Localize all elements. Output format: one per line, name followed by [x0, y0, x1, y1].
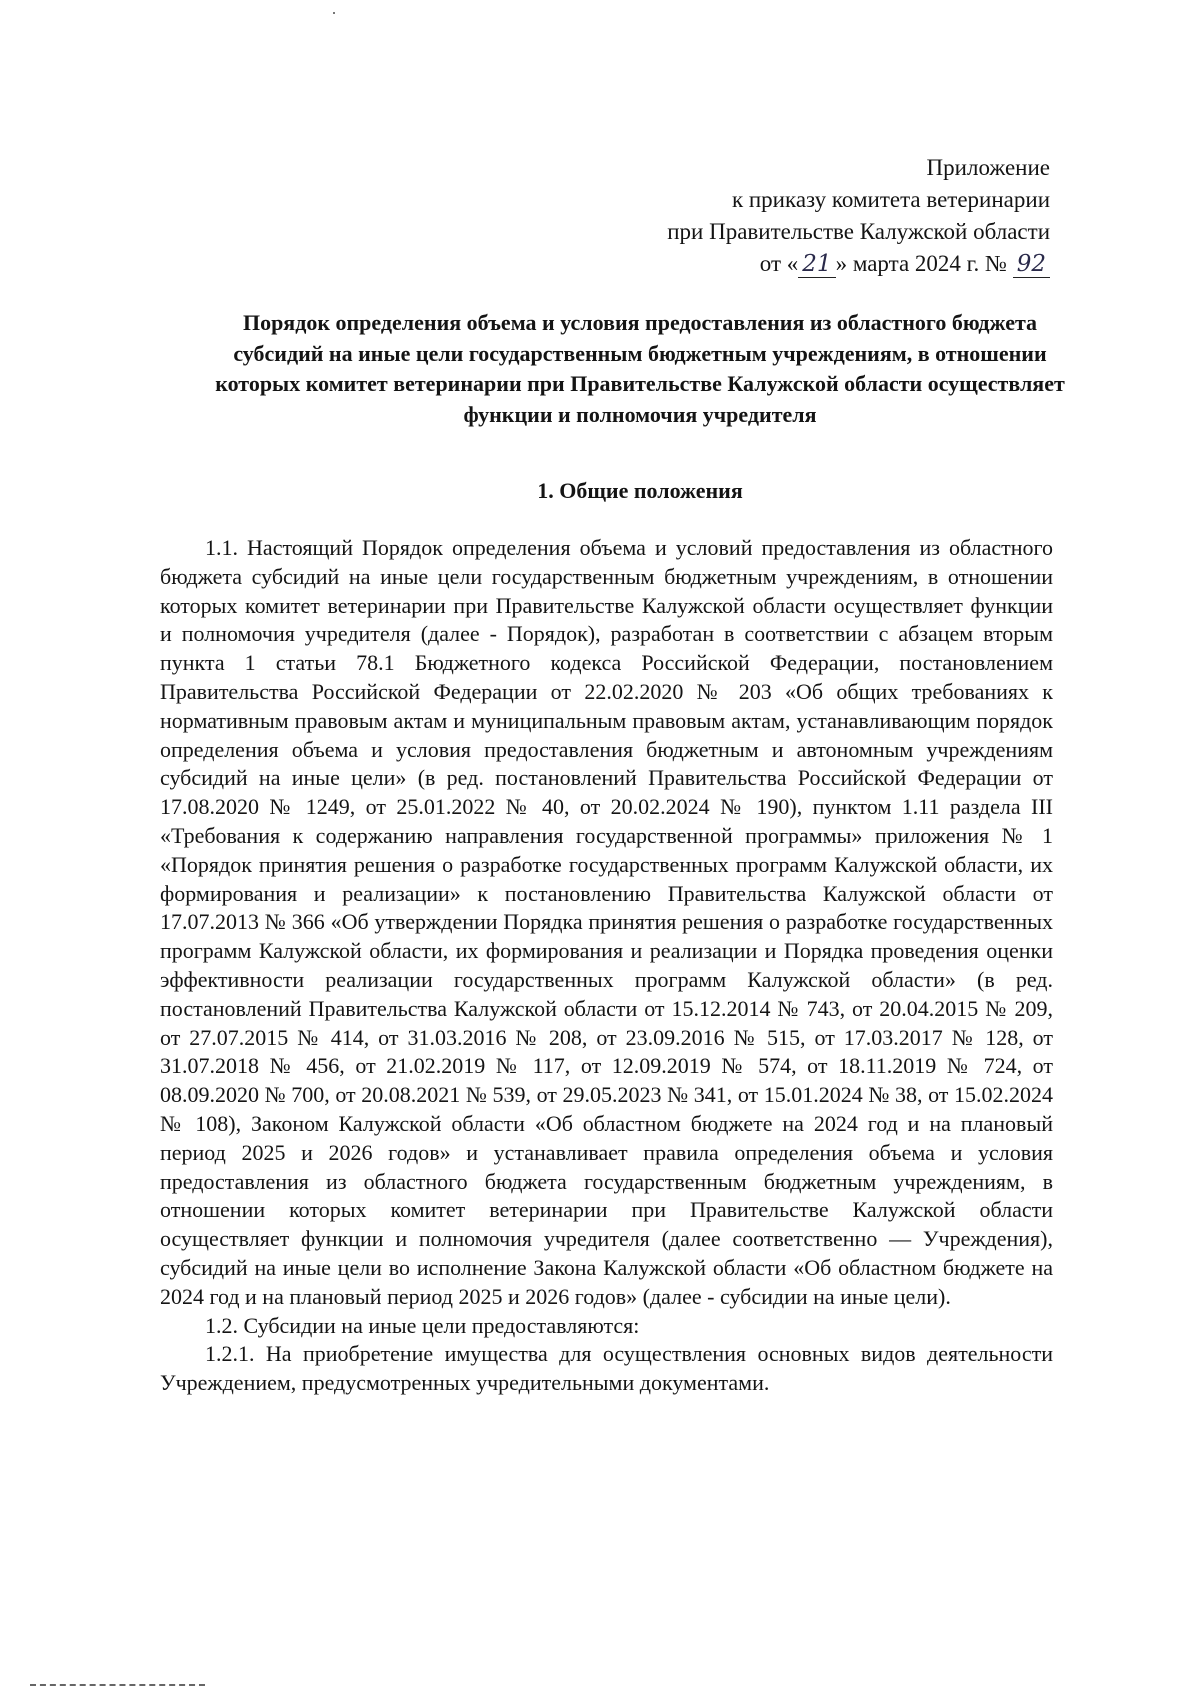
order-date-line	[667, 248, 1050, 280]
handwritten-day: 21	[798, 251, 835, 278]
order-reference: к приказу комитета ветеринарии	[731, 187, 1050, 212]
date-month-year: » марта 2024 г. №	[835, 251, 1007, 276]
paragraph-1-1: 1.1. Настоящий Порядок определения объема и условий предоставления из областного бюджета субсидий на иные цели государственным бюджетным учреждениям, в отношении которых комитет ветеринарии при Правительстве Калужской области осуществляет функции и полномочия учредителя (далее - Порядок), разработан в соответствии с абзацем вторым пункта 1 статьи 78.1 Бюджетного кодекса Российской Федерации, постановлением Правительства Российской Федерации от 22.02.2020 № 203 «Об общих требованиях к нормативным правовым актам и муниципальным правовым актам, устанавливающим порядок определения объема и условия предоставления бюджетным и автономным учреждениям субсидий на иные цели» (в ред. постановлений Правительства Российской Федерации от 17.08.2020 № 1249, от 25.01.2022 № 40, от 20.02.2024 № 190), пунктом 1.11 раздела III «Требования к содержанию направления государственной программы» приложения № 1 «Порядок принятия решения о разработке государственных программ Калужской области, их формирования и реализации» к постановлению Правительства Калужской области от 17.07.2013 № 366 «Об утверждении Порядка принятия решения о разработке государственных программ Калужской области, их формирования и реализации и Порядка проведения оценки эффективности реализации государственных программ Калужской области» (в ред. постановлений Правительства Калужской области от 15.12.2014 № 743, от 20.04.2015 № 209, от 27.07.2015 № 414, от 31.03.2016 № 208, от 23.09.2016 № 515, от 17.03.2017 № 128, от 31.07.2018 № 456, от 21.02.2019 № 117, от 12.09.2019 № 574, от 18.11.2019 № 724, от 08.09.2020 № 700, от 20.08.2021 № 539, от 29.05.2023 № 341, от 15.01.2024 № 38, от 15.02.2024 № 108), Законом Калужской области «Об областном бюджете на 2024 год и на плановый период 2025 и 2026 годов» и устанавливает правила определения объема и условия предоставления из областного бюджета государственным бюджетным учреждениям, в отношении которых комитет ветеринарии при Правительстве Калужской области осуществляет функции и полномочия учредителя (далее соответственно — Учреждения), субсидий на иные цели во исполнение Закона Калужской области «Об областном бюджете на 2024 год и на плановый период 2025 и 2026 годов» (далее - субсидии на иные цели).	[160, 535, 1053, 1309]
date-prefix: от «	[759, 251, 799, 276]
document-title: Порядок определения объема и условия предоставления из областного бюджета субсидий на иные цели государственным бюджетным учреждениям, в отношении которых комитет ветеринарии при Правительстве Калужской области осуществляет функции и полномочия учредителя	[215, 310, 1065, 427]
handwritten-order-number: 92	[1013, 251, 1050, 278]
paragraph-1-2-1: 1.2.1. На приобретение имущества для осуществления основных видов деятельности Учреждением, предусмотренных учредительными документами.	[160, 1341, 1053, 1396]
paragraph-1-2: 1.2. Субсидии на иные цели предоставляются:	[205, 1312, 640, 1338]
section-heading: 1. Общие положения	[537, 478, 743, 503]
government-reference: при Правительстве Калужской области	[667, 219, 1050, 244]
scan-artifact	[333, 12, 335, 14]
appendix-label: Приложение	[926, 155, 1050, 180]
document-body	[160, 534, 1053, 1398]
approval-header	[667, 152, 1050, 280]
scan-artifact	[30, 1684, 205, 1689]
